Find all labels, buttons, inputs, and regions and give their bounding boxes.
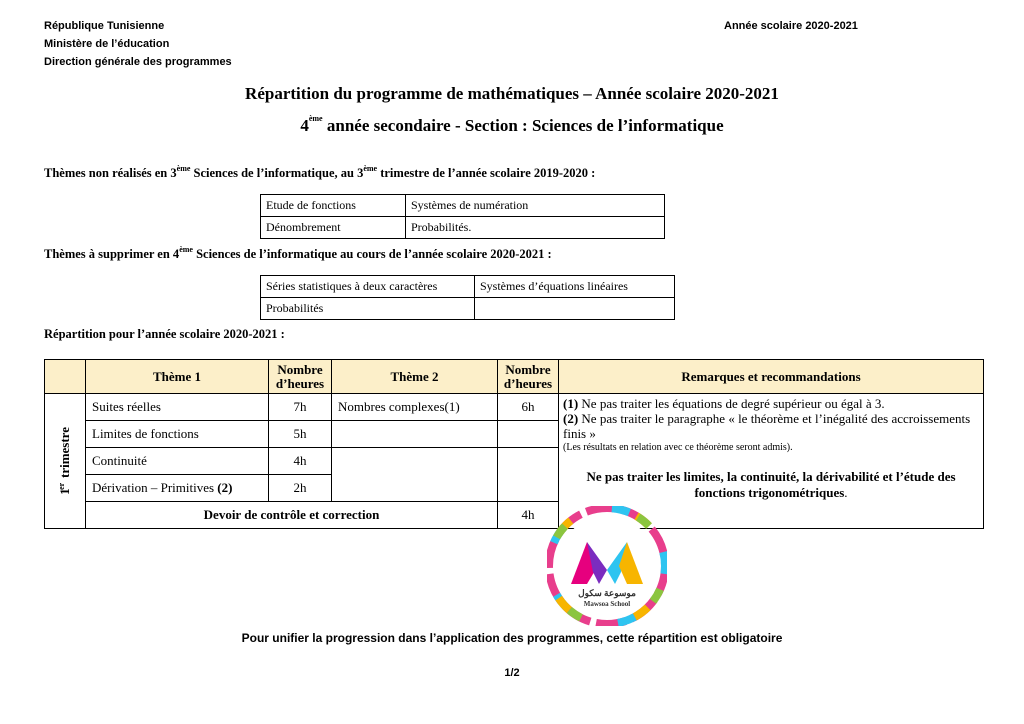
remark-1: (1) Ne pas traiter les équations de degré supérieur ou égal à 3. <box>563 396 885 411</box>
table-cell: Séries statistiques à deux caractères <box>261 276 475 298</box>
trimester-label: 1er trimestre <box>57 427 72 495</box>
theme2-cell <box>332 421 498 448</box>
table-cell: Systèmes d’équations linéaires <box>475 276 675 298</box>
remark-2: (2) Ne pas traiter le paragraphe « le théorème et l’inégalité des accroissements finis » <box>563 411 971 441</box>
footer-note: Pour unifier la progression dans l’application des programmes, cette répartition est obligatoire <box>241 631 783 645</box>
table-cell: Etude de fonctions <box>261 195 406 217</box>
header-hours1: Nombre d’heures <box>269 360 332 394</box>
table-row <box>45 394 984 421</box>
theme2-empty-cell <box>332 448 498 502</box>
devoir-cell: Devoir de contrôle et correction <box>86 502 498 529</box>
hours1-cell: 5h <box>269 421 332 448</box>
header-school-year: Année scolaire 2020-2021 <box>724 20 858 32</box>
hours1-cell: 4h <box>269 448 332 475</box>
section-unrealized-heading: Thèmes non réalisés en 3ème Sciences de l’informatique, au 3ème trimestre de l’année scolaire 2019-2020 : <box>44 164 596 180</box>
header-direction: Direction générale des programmes <box>44 56 232 68</box>
page-title: Répartition du programme de mathématiques – Année scolaire 2020-2021 <box>245 84 779 103</box>
page-number: 1/2 <box>504 667 520 679</box>
header-remarks: Remarques et recommandations <box>559 360 984 394</box>
table-cell: Probabilités. <box>406 217 665 239</box>
table-cell <box>475 298 675 320</box>
unrealized-themes-table <box>260 194 665 239</box>
theme1-cell: Dérivation – Primitives (2) <box>86 475 269 502</box>
logo-latin-text: Mawsoa School <box>583 600 631 608</box>
header-country: République Tunisienne <box>44 20 165 32</box>
removed-themes-table <box>260 275 675 320</box>
hours2-cell: 6h <box>498 394 559 421</box>
institution-header <box>44 17 232 71</box>
header-ministry: Ministère de l’éducation <box>44 38 170 50</box>
table-header-row <box>45 360 984 394</box>
theme1-cell: Suites réelles <box>86 394 269 421</box>
trimester-cell <box>45 394 86 529</box>
theme1-cell: Continuité <box>86 448 269 475</box>
header-theme1: Thème 1 <box>86 360 269 394</box>
theme1-cell: Limites de fonctions <box>86 421 269 448</box>
logo-arabic-text: موسوعة سكول <box>578 588 636 598</box>
section-removed-heading: Thèmes à supprimer en 4ème Sciences de l’informatique au cours de l’année scolaire 2020-2021 : <box>44 245 552 261</box>
hours1-cell: 7h <box>269 394 332 421</box>
header-hours2: Nombre d’heures <box>498 360 559 394</box>
header-empty-cell <box>45 360 86 394</box>
page-subtitle: 4ème année secondaire - Section : Sciences de l’informatique <box>300 114 724 135</box>
header-theme2: Thème 2 <box>332 360 498 394</box>
table-row <box>261 276 675 298</box>
hours1-cell: 2h <box>269 475 332 502</box>
table-row <box>261 217 665 239</box>
table-row <box>261 195 665 217</box>
remark-2-note: (Les résultats en relation avec ce théorème seront admis). <box>563 442 793 453</box>
hours2-empty-cell <box>498 448 559 502</box>
section-distribution-heading: Répartition pour l’année scolaire 2020-2021 : <box>44 327 285 341</box>
hours2-cell <box>498 421 559 448</box>
devoir-hours-cell: 4h <box>498 502 559 529</box>
distribution-table <box>44 359 984 529</box>
table-cell: Dénombrement <box>261 217 406 239</box>
remark-bold-note: Ne pas traiter les limites, la continuité, la dérivabilité et l’étude des fonctions trigonométriques. <box>586 469 956 500</box>
table-cell: Probabilités <box>261 298 475 320</box>
table-row <box>261 298 675 320</box>
table-cell: Systèmes de numération <box>406 195 665 217</box>
theme2-cell: Nombres complexes(1) <box>332 394 498 421</box>
mawsoa-school-logo <box>547 506 667 626</box>
